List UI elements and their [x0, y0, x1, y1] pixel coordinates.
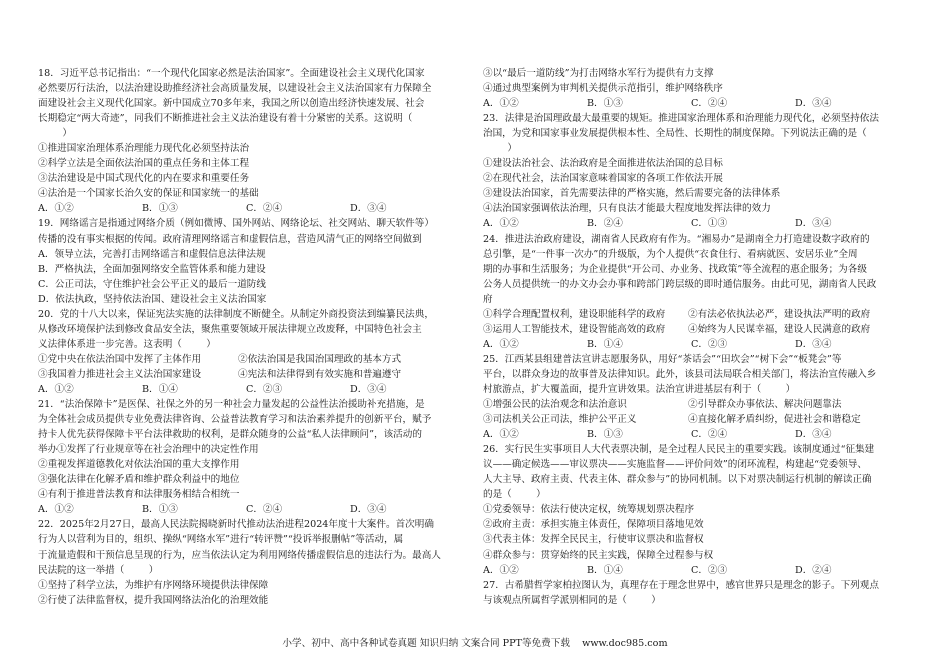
q18-option-a: A．①② — [38, 203, 74, 215]
q19-choice-b: B．严格执法，全面加强网络安全监管体系和能力建设 — [38, 263, 266, 275]
q22-stem-line: 民法院的这一举措（ ） — [38, 564, 159, 576]
q24-choice: ②有法必依执法必严，建设执法严明的政府 — [688, 308, 871, 320]
q25-choice-row — [483, 397, 901, 412]
q19-stem-line: 传播的没有事实根据的传闻。政府清理网络谣言和虚假信息，营造风清气正的网络空间做到 — [38, 233, 422, 245]
q23-choice: ①建设法治社会、法治政府是全面推进依法治国的总目标 — [483, 158, 723, 170]
q20-choice: ①党中央在依法治国中发挥了主体作用 — [38, 353, 202, 365]
q22-choice: ②行使了法律监督权，提升我国网络法治化的治理效能 — [38, 594, 269, 606]
q20-stem-line: 20．党的十八大以来，保证宪法实施的法律制度不断健全。从制定外商投资法到编纂民法典， — [38, 308, 434, 320]
q20-option-c: C．②③ — [246, 383, 283, 395]
q20-option-a: A．①② — [38, 383, 74, 395]
q25-stem-line: 村旅游点，扩大覆盖面，提升宣讲效果。法治宣讲进基层有利于（ ） — [483, 383, 796, 395]
q20-choice: ④宪法和法律得到有效实施和普遍遵守 — [238, 368, 402, 380]
q23-stem-line: 治国，为党和国家事业发展提供根本性、全局性、长期性的制度保障。下列说法正确的是（ — [483, 128, 867, 140]
q21-stem-line: 21．“法治保障卡”是医保、社保之外的另一种社会力量发起的公益性法治援助补充措施，是 — [38, 399, 425, 411]
q24-stem-line: 府 — [483, 293, 493, 305]
q21-choice: ③强化法律在化解矛盾和维护群众利益中的地位 — [38, 474, 240, 486]
q25-choice: ②引导群众办事依法、解决问题靠法 — [688, 399, 842, 411]
q23-choice: ②在现代社会，法治国家意味着国家的各项工作依法开展 — [483, 173, 723, 185]
q25-choice-row — [483, 412, 901, 427]
q21-stem-line: 举办①发挥了行业规章等在社会治理中的决定性作用 — [38, 444, 259, 456]
q22-option-c: C．②④ — [691, 98, 728, 110]
q22-option-a: A．①② — [483, 98, 519, 110]
q21-stem-line: 为全体社会成员提供专业免费法律咨询、公益普法教育学习和法治素养提升的创新平台，赋予 — [38, 414, 432, 426]
q26-choice: ③代表主体：发挥全民民主，行使审议票决和监督权 — [483, 534, 704, 546]
q18-choice: ②科学立法是全面依法治国的重点任务和主体工程 — [38, 158, 250, 170]
q22-option-d: D．③④ — [795, 98, 832, 110]
q18-stem-line: 面建设社会主义现代化国家。新中国成立70多年来，我国之所以创造出经济快速发展、社会 — [38, 98, 425, 110]
q26-stem-line: 人大主导、政府主责、代表主体、群众参与”的协同机制。以下对票决制运行机制的解读正确 — [483, 474, 872, 486]
q26-option-a: A．①② — [483, 564, 519, 576]
q23-option-a: A．①② — [483, 218, 519, 230]
q20-stem-line: 义法律体系进一步完善。这表明（ ） — [38, 338, 216, 350]
q24-stem-line: 期的办事和生活服务；为企业提供“开公司、办业务、找政策”等全流程的惠企服务；为各级 — [483, 263, 867, 275]
q21-option-d: D．③④ — [350, 504, 387, 516]
q25-choice: ④直接化解矛盾纠纷，促进社会和谐稳定 — [688, 414, 861, 426]
q22-choice: ①坚持了科学立法，为维护有序网络环境提供法律保障 — [38, 579, 269, 591]
q23-stem-line: 23．法律是治国理政最大最重要的规矩。推进国家治理体系和治理能力现代化，必须坚持依法 — [483, 113, 879, 125]
q24-stem-line: 24．推进法治政府建设，湖南省人民政府有作为。“湘易办”是湖南全力打造建设数字政府的 — [483, 233, 870, 245]
q25-option-a: A．①② — [483, 429, 519, 441]
q24-stem-line: 总引擎，是“一件事一次办”的升级版，为个人提供“衣食住行、看病就医、安居乐业”全周 — [483, 248, 858, 260]
q24-stem-line: 公务人员提供统一的办文办会办事和跨部门跨层级的即时通信服务。由此可见，湖南省人民政 — [483, 278, 877, 290]
q18-option-d: D．③④ — [350, 203, 387, 215]
q18-options — [38, 201, 456, 216]
q26-choice: ④群众参与：贯穿始终的民主实践，保障全过程参与权 — [483, 549, 714, 561]
q19-choice-c: C．公正司法，守住维护社会公平正义的最后一道防线 — [38, 278, 266, 290]
q20-choice-row — [38, 352, 456, 367]
q24-choice: ①科学合理配置权利，建设职能科学的政府 — [483, 308, 666, 320]
q20-option-b: B．①④ — [142, 383, 178, 395]
q18-choice: ①推进国家治理体系治理能力现代化必须坚持法治 — [38, 143, 250, 155]
q26-stem-line: 议——确定候选——审议票决——实施监督——评价问效”的闭环流程，构建起“党委领导、 — [483, 459, 867, 471]
q21-choice: ④有利于推进普法教育和法律服务相结合相统一 — [38, 489, 240, 501]
q20-options — [38, 382, 456, 397]
q24-option-a: A．①② — [483, 338, 519, 350]
q27-stem-line: 27．古希腊哲学家柏拉图认为，真理存在于理念世界中，感官世界只是理念的影子。下列观点 — [483, 579, 879, 591]
q18-stem-line: 18．习近平总书记指出：“一个现代化国家必然是法治国家”。全面建设社会主义现代化国家 — [38, 68, 425, 79]
q20-option-d: D．③④ — [350, 383, 387, 395]
q18-option-c: C．②④ — [246, 203, 283, 215]
q18-option-b: B．①③ — [142, 203, 178, 215]
q21-choice: ②重视发挥道德教化对依法治国的重大支撑作用 — [38, 459, 240, 471]
q26-option-d: D．②④ — [795, 564, 832, 576]
q21-stem-line: 持卡人优先获得保障卡平台法律救助的权利，是群众随身的公益“私人法律顾问”，该活动的 — [38, 429, 422, 441]
q20-stem-line: 从修改环境保护法到修改食品安全法，聚焦重要领域开展法律规立改废释，中国特色社会主 — [38, 323, 422, 335]
q23-choice: ④法治国家强调依法治理，只有良法才能最大程度地发挥法律的效力 — [483, 203, 771, 215]
q21-option-b: B．①③ — [142, 504, 178, 516]
q24-option-b: B．①④ — [587, 338, 623, 350]
q20-choice: ③我国着力推进社会主义法治国家建设 — [38, 368, 202, 380]
q26-choice: ①党委领导：依法行使决定权，统筹规划票决程序 — [483, 504, 695, 516]
q24-choice-row — [483, 322, 901, 337]
q26-option-c: C．②③ — [691, 564, 728, 576]
q23-option-c: C．①③ — [691, 218, 728, 230]
q20-choice-row — [38, 367, 456, 382]
q18-stem-line: 长期稳定“两大奇迹”，同我们不断推进社会主义法治建设有着十分紧密的关系。这说明（ — [38, 113, 413, 125]
q26-stem-line: 的是（ ） — [483, 489, 546, 501]
q18-choice: ③法治建设是中国式现代化的内在要求和重要任务 — [38, 173, 250, 185]
q24-option-c: C．②③ — [691, 338, 728, 350]
q19-stem-line: 19．网络谣言是指通过网络介质（例如微博、国外网站、网络论坛、社交网站、聊天软件等） — [38, 218, 434, 230]
q18-stem-line: 必然要厉行法治，以法治建设助推经济社会高质量发展，以建设社会主义法治国家有力保障全 — [38, 83, 432, 95]
q25-option-b: B．①③ — [587, 429, 623, 441]
q25-options — [483, 427, 901, 442]
q21-option-c: C．②④ — [246, 504, 283, 516]
q20-choice: ②依法治国是我国治国理政的基本方式 — [238, 353, 402, 365]
q25-option-c: C．②④ — [691, 429, 728, 441]
q23-option-d: D．③④ — [795, 218, 832, 230]
q22-options — [483, 96, 901, 111]
q21-options — [38, 502, 456, 517]
q23-options — [483, 216, 901, 231]
q24-choice-row — [483, 307, 901, 322]
right-column — [483, 66, 901, 608]
q18-choice: ④法治是一个国家长治久安的保证和国家统一的基础 — [38, 188, 259, 200]
q25-stem-line: 平台，以群众身边的故事普及法律知识。此外，该县司法局联合相关部门，将法治宣传融入乡 — [483, 368, 877, 380]
q25-stem-line: 25．江西某县组建普法宣讲志愿服务队，用好“茶话会”“田坎会”“树下会”“板凳会”等 — [483, 353, 842, 365]
q27-stem-line: 与该观点所属哲学派别相同的是（ ） — [483, 594, 661, 606]
q19-choice-d: D．依法执政，坚持依法治国、建设社会主义法治国家 — [38, 293, 267, 305]
q22-choice: ④通过典型案例为审判机关提供示范指引，维护网络秩序 — [483, 83, 723, 95]
q22-stem-line: 行为人以营利为目的，组织、操纵“网络水军”进行“转评赞”“投诉举报删帖”等活动，属 — [38, 534, 404, 546]
q25-choice: ①增强公民的法治观念和法治意识 — [483, 399, 627, 411]
q18-stem-line: ） — [38, 128, 72, 140]
q23-choice: ③建设法治国家，首先需要法律的严格实施，然后需要完备的法律体系 — [483, 188, 781, 200]
q24-options — [483, 337, 901, 352]
q24-choice: ④始终为人民谋幸福，建设人民满意的政府 — [688, 323, 871, 335]
q25-choice: ③司法机关公正司法，维护公平正义 — [483, 414, 637, 426]
q24-choice: ③运用人工智能技术，建设智能高效的政府 — [483, 323, 666, 335]
q22-choice: ③以“最后一道防线”为打击网络水军行为提供有力支撑 — [483, 68, 714, 79]
left-column — [38, 66, 456, 608]
q22-option-b: B．①③ — [587, 98, 623, 110]
page-footer: 小学、初中、高中各种试卷真题 知识归纳 文案合同 PPT等免费下载 www.doc985.com — [282, 638, 668, 649]
q23-option-b: B．②④ — [587, 218, 623, 230]
q25-option-d: D．③④ — [795, 429, 832, 441]
q21-option-a: A．①② — [38, 504, 74, 516]
q22-stem-line: 22．2025年2月27日，最高人民法院揭晓新时代推动法治进程2024年度十大案件。首次明确 — [38, 519, 434, 531]
q26-option-b: B．①④ — [587, 564, 623, 576]
q24-option-d: D．③④ — [795, 338, 832, 350]
q23-stem-line: ） — [483, 143, 517, 155]
q19-choice-a: A．领导立法，完善打击网络谣言和虚假信息法律法规 — [38, 248, 266, 260]
q22-stem-line: 于流量造假和干预信息呈现的行为，应当依法认定为利用网络传播虚假信息的违法行为。最高人 — [38, 549, 441, 561]
q26-choice: ②政府主责：承担实施主体责任，保障项目落地见效 — [483, 519, 704, 531]
q26-options — [483, 563, 901, 578]
q26-stem-line: 26．实行民生实事项目人大代表票决制，是全过程人民民主的重要实践。该制度通过“征集建 — [483, 444, 875, 456]
